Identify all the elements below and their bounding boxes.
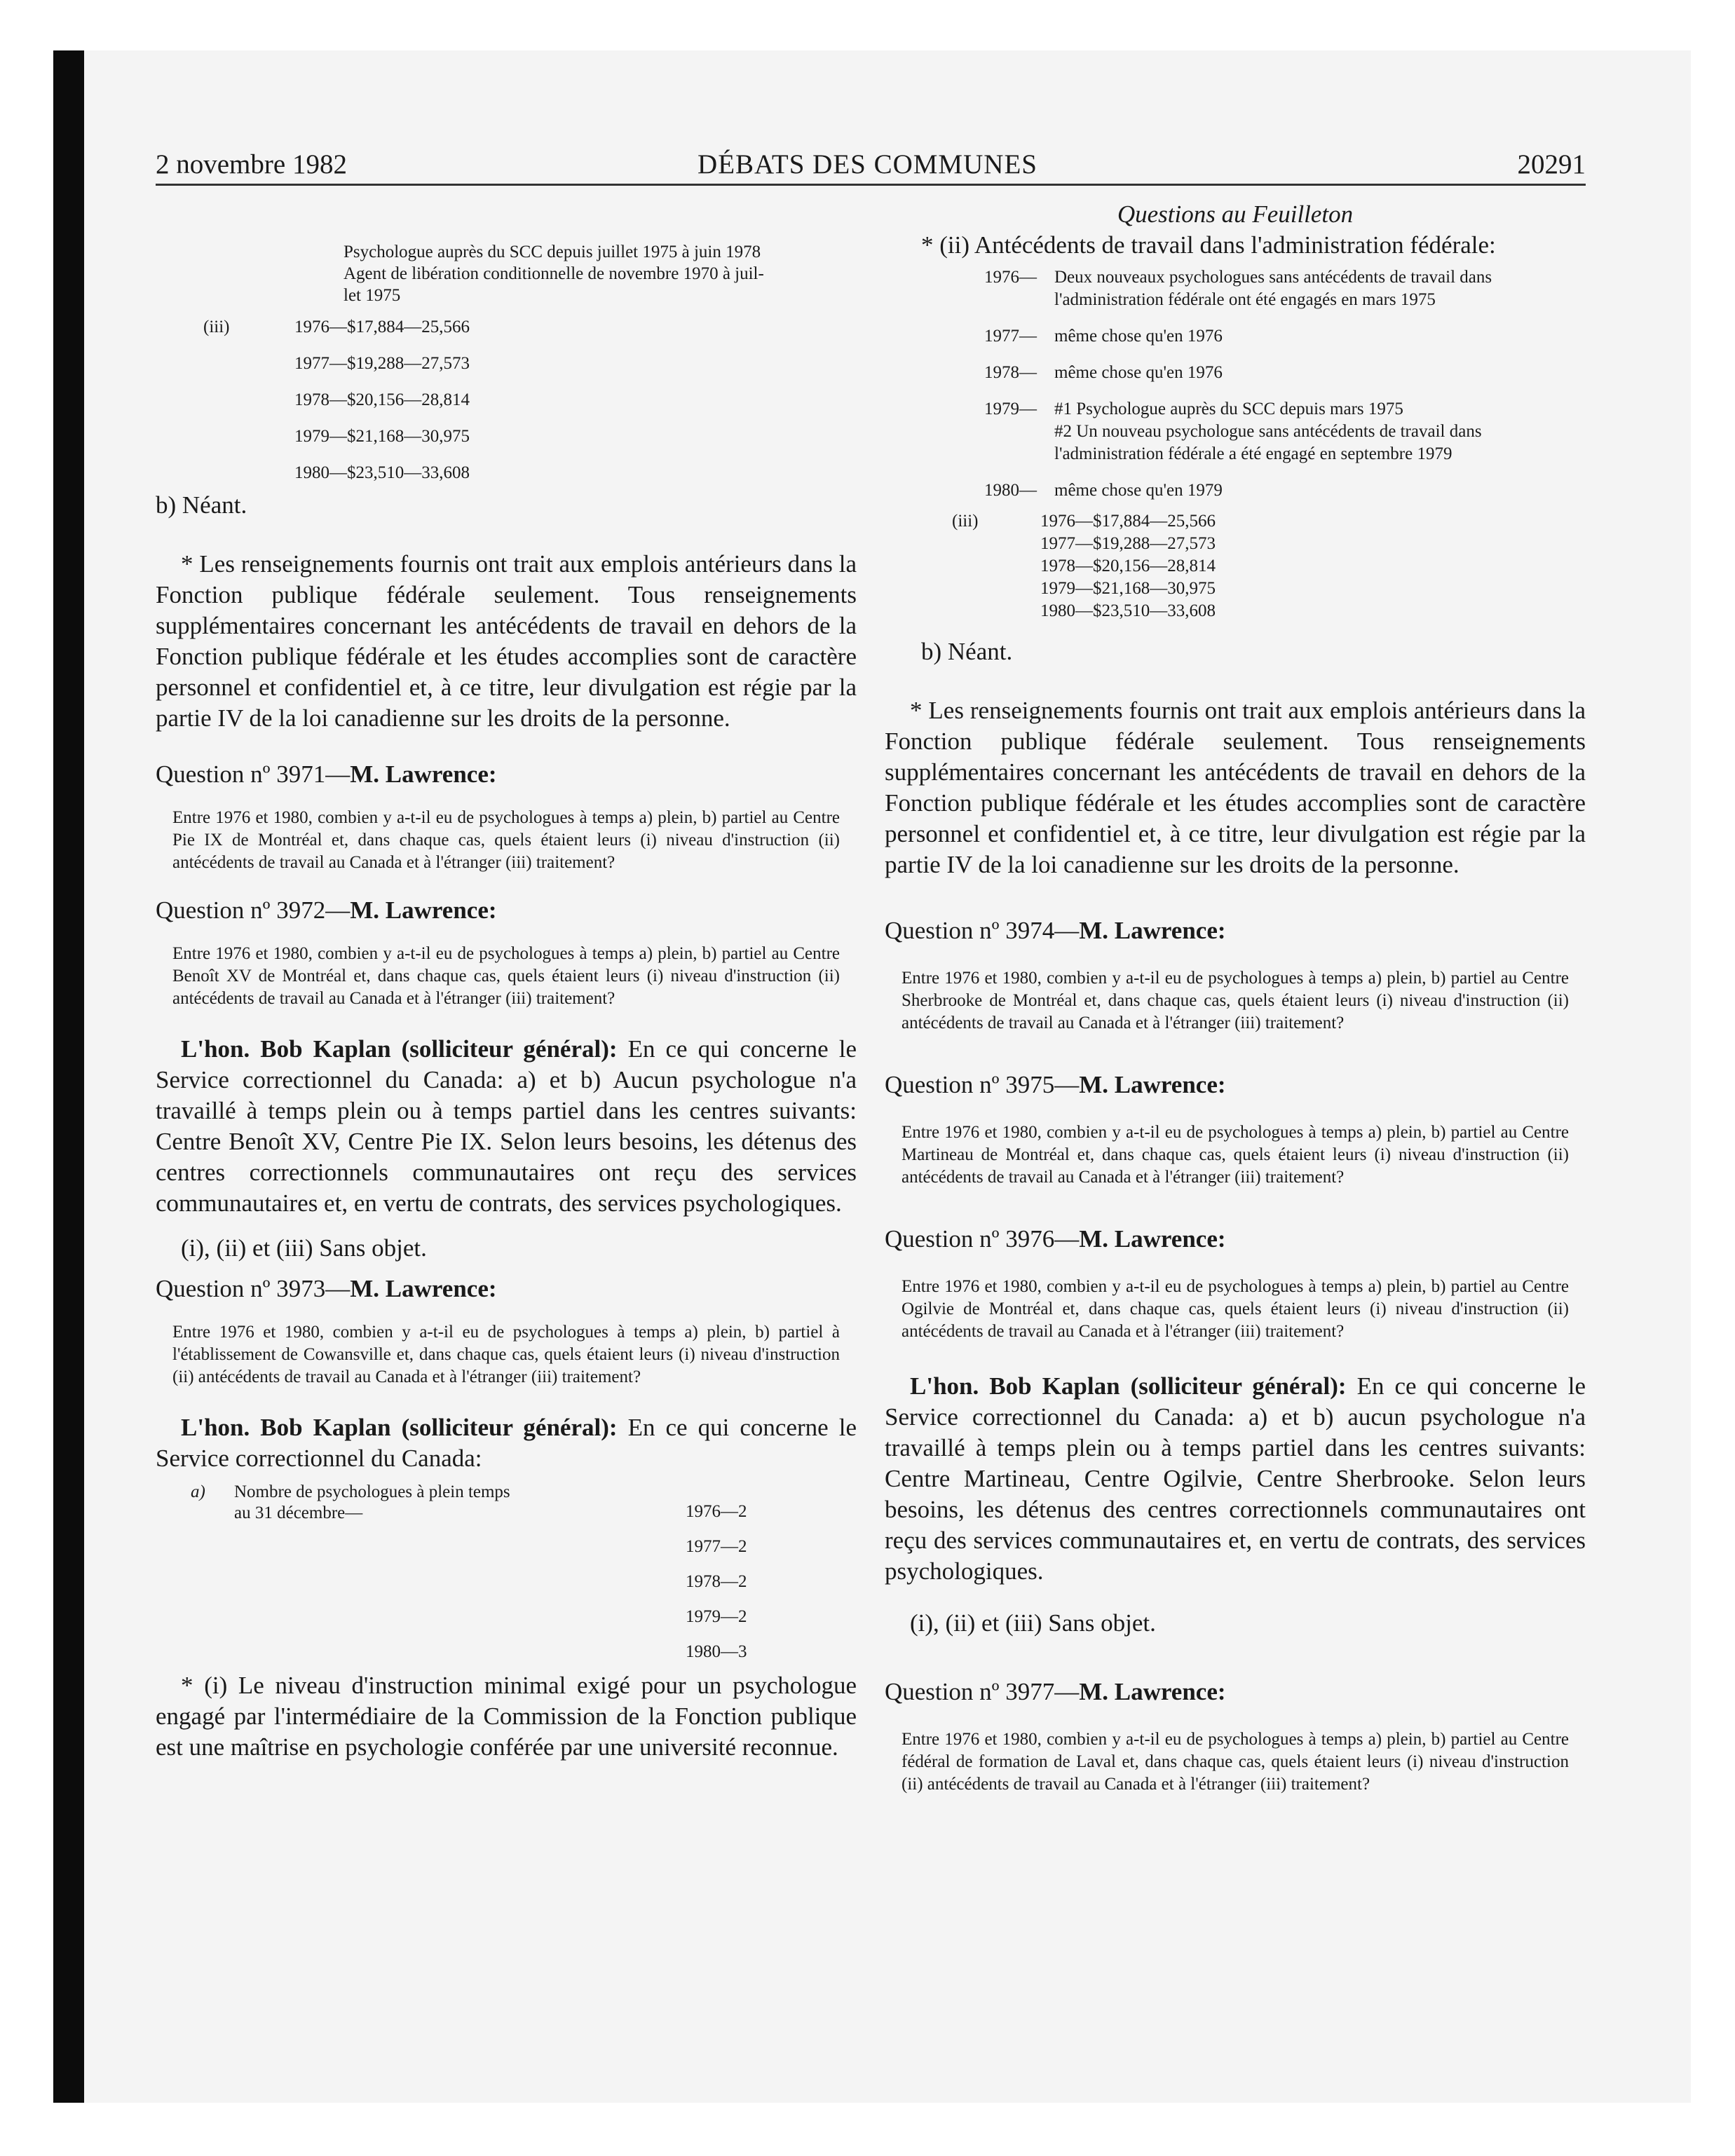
salary-line: 1980—$23,510—33,608 bbox=[1040, 601, 1216, 620]
header-rule bbox=[156, 184, 1586, 186]
kaplan-answer-2: L'hon. Bob Kaplan (solliciteur général): En ce qui concerne le Service correctionnel du Canada: bbox=[156, 1414, 857, 1472]
salary-line: 1977—$19,288—27,573 bbox=[1040, 534, 1216, 553]
b-neant: b) Néant. bbox=[921, 638, 1013, 665]
salary-line: 1978—$20,156—28,814 bbox=[294, 390, 470, 409]
section-title: Questions au Feuilleton bbox=[1117, 200, 1354, 228]
not-applicable-2: (i), (ii) et (iii) Sans objet. bbox=[910, 1609, 1156, 1637]
iii-label: (iii) bbox=[203, 318, 230, 336]
employment-note: * Les renseignements fournis ont trait aux emplois antérieurs dans la Fonction publique fédérale seulement. Tous renseignements supplémentaires concernant les antécédents de travail en dehors de la Fonction publique fédérale et les études accomplies sont de caractère personnel et confidentiel et, à ce titre, leur divulgation est régie par la partie IV de la loi canadienne sur les droits de la personne. bbox=[885, 697, 1586, 878]
history-row: 1978— même chose qu'en 1976 bbox=[984, 363, 1223, 382]
question-3971-heading: Question nº 3971—M. Lawrence: bbox=[156, 760, 497, 788]
count-line: 1978—2 bbox=[686, 1572, 747, 1591]
salary-block bbox=[156, 316, 857, 484]
career-line: Agent de libération conditionnelle de novembre 1970 à juil- bbox=[343, 264, 764, 283]
history-row: 1977— même chose qu'en 1976 bbox=[984, 327, 1223, 346]
career-block bbox=[156, 241, 857, 306]
count-line: 1977—2 bbox=[686, 1537, 747, 1556]
history-row: #2 Un nouveau psychologue sans antécédents de travail dans l'administration fédérale a été engagé en septembre 1979 bbox=[1054, 422, 1482, 463]
question-3977-text: Entre 1976 et 1980, combien y a-t-il eu de psychologues à temps a) plein, b) partiel au Centre fédéral de formation de Laval et, dans chaque cas, quels étaient leurs (i) niveau d'instruction (ii) antécédents de travail au Canada et à l'étranger (iii) traitement? bbox=[901, 1730, 1569, 1794]
question-3975-text: Entre 1976 et 1980, combien y a-t-il eu de psychologues à temps a) plein, b) partiel au Centre Martineau de Montréal et, dans chaque cas, quels étaient leurs (i) niveau d'instruction (ii) antécédents de travail au Canada et à l'étranger (iii) traitement? bbox=[901, 1123, 1569, 1187]
salary-line: 1978—$20,156—28,814 bbox=[1040, 557, 1216, 575]
question-3974-heading: Question nº 3974—M. Lawrence: bbox=[885, 917, 1226, 944]
question-3974-text: Entre 1976 et 1980, combien y a-t-il eu de psychologues à temps a) plein, b) partiel au Centre Sherbrooke de Montréal et, dans chaque cas, quels étaient leurs (i) niveau d'instruction (ii) antécédents de travail au Canada et à l'étranger (iii) traitement? bbox=[901, 969, 1569, 1032]
count-caption: Nombre de psychologues à plein temps bbox=[234, 1482, 510, 1501]
kaplan-answer-1: L'hon. Bob Kaplan (solliciteur général): En ce qui concerne le Service correctionnel du Canada: a) et b) Aucun psychologue n'a travaillé à temps plein ou à temps partiel dans les centres suivants: Centre Benoît XV, Centre Pie IX. Selon leurs besoins, les détenus des centres correctionnels communautaires ont reçu des services communautaires et, en vertu de contrats, des services psychologiques. bbox=[156, 1035, 857, 1217]
employment-note: * Les renseignements fournis ont trait aux emplois antérieurs dans la Fonction publique fédérale seulement. Tous renseignements supplémentaires concernant les antécédents de travail en dehors de la Fonction publique fédérale et les études accomplies sont de caractère personnel et confidentiel et, à ce titre, leur divulgation est régie par la partie IV de la loi canadienne sur les droits de la personne. bbox=[156, 550, 857, 732]
history-row: 1976— Deux nouveaux psychologues sans antécédents de travail dans l'administration fédérale ont été engagés en mars 1975 bbox=[984, 268, 1492, 309]
a-label: a) bbox=[191, 1482, 205, 1501]
question-3977-heading: Question nº 3977—M. Lawrence: bbox=[885, 1678, 1226, 1705]
right-column bbox=[885, 199, 1586, 1796]
question-3976-text: Entre 1976 et 1980, combien y a-t-il eu de psychologues à temps a) plein, b) partiel au Centre Ogilvie de Montréal et, dans chaque cas, quels étaient leurs (i) niveau d'instruction (ii) antécédents de travail au Canada et à l'étranger (iii) traitement? bbox=[901, 1277, 1569, 1341]
left-column bbox=[156, 199, 857, 1763]
question-3975-heading: Question nº 3975—M. Lawrence: bbox=[885, 1071, 1226, 1098]
salary-line: 1979—$21,168—30,975 bbox=[1040, 579, 1216, 598]
career-line: Psychologue auprès du SCC depuis juillet 1975 à juin 1978 bbox=[343, 243, 761, 261]
history-row: 1980— même chose qu'en 1979 bbox=[984, 481, 1223, 500]
salary-line: 1976—$17,884—25,566 bbox=[1040, 512, 1216, 531]
count-table bbox=[156, 1481, 857, 1661]
salary-line: 1980—$23,510—33,608 bbox=[294, 463, 470, 482]
work-history-heading: * (ii) Antécédents de travail dans l'administration fédérale: bbox=[921, 231, 1496, 259]
question-3972-heading: Question nº 3972—M. Lawrence: bbox=[156, 896, 497, 924]
salary-block bbox=[885, 510, 1586, 622]
header-title: DÉBATS DES COMMUNES bbox=[698, 149, 1037, 179]
question-3973-text: Entre 1976 et 1980, combien y a-t-il eu de psychologues à temps a) plein, b) partiel à l'établissement de Cowansville et, dans chaque cas, quels étaient leurs (i) niveau d'instruction (ii) antécédents de travail au Canada et à l'étranger (iii) traitement? bbox=[172, 1323, 840, 1386]
question-3973-heading: Question nº 3973—M. Lawrence: bbox=[156, 1275, 497, 1302]
count-line: 1976—2 bbox=[686, 1502, 747, 1521]
iii-label: (iii) bbox=[952, 512, 979, 531]
salary-line: 1976—$17,884—25,566 bbox=[294, 318, 470, 336]
salary-line: 1979—$21,168—30,975 bbox=[294, 427, 470, 446]
header-date: 2 novembre 1982 bbox=[156, 149, 347, 179]
question-3971-text: Entre 1976 et 1980, combien y a-t-il eu de psychologues à temps a) plein, b) partiel au Centre Pie IX de Montréal et, dans chaque cas, quels étaient leurs (i) niveau d'instruction (ii) antécédents de travail au Canada et à l'étranger (iii) traitement? bbox=[172, 808, 840, 872]
not-applicable-1: (i), (ii) et (iii) Sans objet. bbox=[181, 1234, 427, 1262]
count-line: 1979—2 bbox=[686, 1607, 747, 1626]
work-history bbox=[885, 266, 1586, 502]
history-row: 1979— #1 Psychologue auprès du SCC depuis mars 1975 bbox=[984, 400, 1403, 418]
kaplan-answer-3: L'hon. Bob Kaplan (solliciteur général): En ce qui concerne le Service correctionnel du Canada: a) et b) aucun psychologue n'a travaillé à temps plein ou à temps partiel dans les centres suivants: Centre Martineau, Centre Ogilvie, Centre Sherbrooke. Selon leurs besoins, les détenus des centres correctionnels communautaires ont reçu des services communautaires et, en vertu de contrats, des services psychologiques. bbox=[885, 1372, 1586, 1585]
b-neant: b) Néant. bbox=[156, 491, 247, 519]
salary-line: 1977—$19,288—27,573 bbox=[294, 354, 470, 373]
question-3976-heading: Question nº 3976—M. Lawrence: bbox=[885, 1225, 1226, 1253]
count-line: 1980—3 bbox=[686, 1642, 747, 1661]
header-page-number: 20291 bbox=[1517, 149, 1586, 179]
education-note: * (i) Le niveau d'instruction minimal exigé pour un psychologue engagé par l'intermédiaire de la Commission de la Fonction publique est une maîtrise en psychologie conférée par une université reconnue. bbox=[156, 1672, 857, 1761]
scan-edge bbox=[53, 50, 84, 2103]
career-line: let 1975 bbox=[343, 286, 401, 305]
question-3972-text: Entre 1976 et 1980, combien y a-t-il eu de psychologues à temps a) plein, b) partiel au Centre Benoît XV de Montréal et, dans chaque cas, quels étaient leurs (i) niveau d'instruction (ii) antécédents de travail au Canada et à l'étranger (iii) traitement? bbox=[172, 944, 840, 1008]
count-caption: au 31 décembre— bbox=[234, 1503, 363, 1522]
